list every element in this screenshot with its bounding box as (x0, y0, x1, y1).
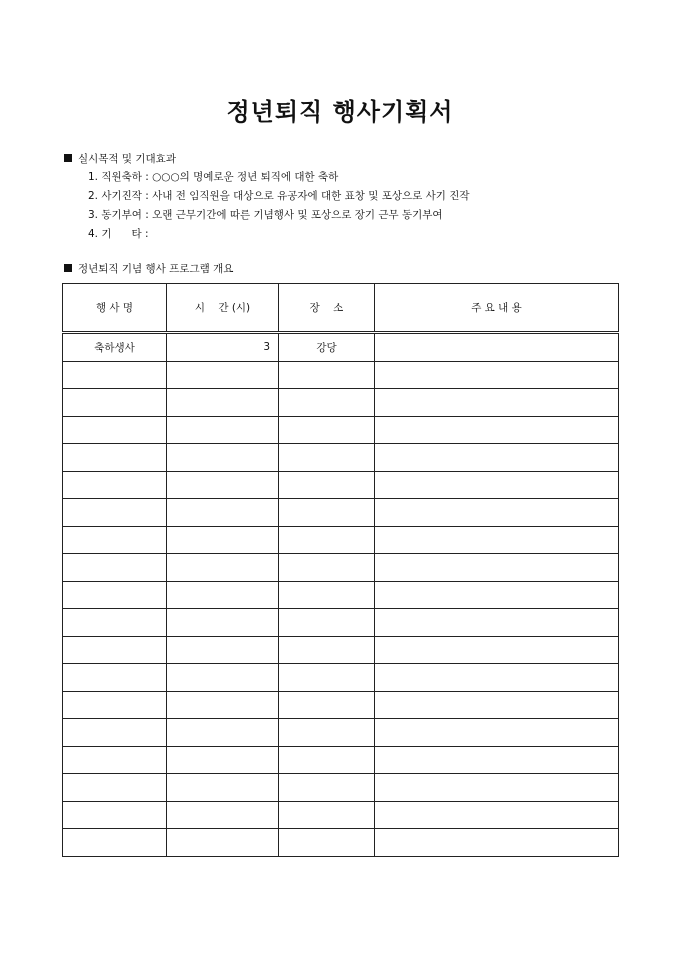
section-heading-text: 정년퇴직 기념 행사 프로그램 개요 (78, 263, 234, 275)
square-bullet-icon (64, 154, 72, 162)
table-row (63, 664, 619, 692)
cell-place[interactable] (279, 664, 375, 692)
cell-place[interactable] (279, 829, 375, 857)
cell-event-name[interactable] (63, 691, 167, 719)
cell-time[interactable] (167, 636, 279, 664)
header-place: 장 소 (279, 284, 375, 333)
cell-place[interactable] (279, 719, 375, 747)
cell-content[interactable] (375, 444, 619, 472)
cell-place[interactable] (279, 499, 375, 527)
document-title: 정년퇴직 행사기획서 (226, 98, 454, 126)
cell-place[interactable] (279, 774, 375, 802)
program-table (62, 283, 619, 857)
cell-event-name[interactable] (63, 581, 167, 609)
table-row (63, 829, 619, 857)
cell-event-name[interactable] (63, 444, 167, 472)
cell-place[interactable] (279, 636, 375, 664)
cell-place[interactable] (279, 471, 375, 499)
table-row (63, 719, 619, 747)
cell-time[interactable] (167, 554, 279, 582)
cell-place[interactable] (279, 554, 375, 582)
header-content: 주 요 내 용 (375, 284, 619, 333)
cell-place[interactable] (279, 609, 375, 637)
cell-place[interactable] (279, 526, 375, 554)
cell-event-name[interactable] (63, 361, 167, 389)
cell-time[interactable] (167, 499, 279, 527)
table-row (63, 444, 619, 472)
cell-place[interactable]: 강당 (279, 333, 375, 362)
cell-time[interactable] (167, 416, 279, 444)
section-program-heading (64, 261, 233, 276)
table-row (63, 774, 619, 802)
table-row (63, 609, 619, 637)
section-purpose-heading (64, 151, 176, 166)
table-row (63, 333, 619, 362)
cell-content[interactable] (375, 719, 619, 747)
cell-time[interactable] (167, 801, 279, 829)
header-event-name: 행 사 명 (63, 284, 167, 333)
cell-place[interactable] (279, 746, 375, 774)
cell-time[interactable] (167, 664, 279, 692)
cell-event-name[interactable] (63, 389, 167, 417)
cell-content[interactable] (375, 746, 619, 774)
cell-place[interactable] (279, 581, 375, 609)
cell-content[interactable] (375, 636, 619, 664)
cell-time[interactable]: 3 (167, 333, 279, 362)
header-time: 시 간 (시) (167, 284, 279, 333)
cell-content[interactable] (375, 554, 619, 582)
purpose-list (88, 168, 470, 244)
cell-event-name[interactable] (63, 829, 167, 857)
cell-time[interactable] (167, 526, 279, 554)
section-heading-text: 실시목적 및 기대효과 (78, 153, 176, 165)
cell-event-name[interactable] (63, 526, 167, 554)
cell-event-name[interactable] (63, 471, 167, 499)
cell-event-name[interactable] (63, 636, 167, 664)
cell-time[interactable] (167, 829, 279, 857)
purpose-item: 3. 동기부여 : 오랜 근무기간에 따른 기념행사 및 포상으로 장기 근무 동기부여 (88, 209, 443, 221)
cell-place[interactable] (279, 691, 375, 719)
table-row (63, 499, 619, 527)
table-header-row (63, 284, 619, 333)
cell-time[interactable] (167, 691, 279, 719)
table-row (63, 389, 619, 417)
cell-content[interactable] (375, 609, 619, 637)
cell-content[interactable] (375, 664, 619, 692)
cell-event-name[interactable] (63, 664, 167, 692)
cell-content[interactable] (375, 389, 619, 417)
cell-content[interactable] (375, 499, 619, 527)
cell-event-name[interactable] (63, 499, 167, 527)
cell-content[interactable] (375, 691, 619, 719)
purpose-item: 1. 직원축하 : ○○○의 명예로운 정년 퇴직에 대한 축하 (88, 171, 339, 183)
cell-place[interactable] (279, 801, 375, 829)
cell-time[interactable] (167, 746, 279, 774)
cell-content[interactable] (375, 829, 619, 857)
cell-time[interactable] (167, 774, 279, 802)
cell-time[interactable] (167, 444, 279, 472)
cell-content[interactable] (375, 361, 619, 389)
cell-content[interactable] (375, 333, 619, 362)
cell-content[interactable] (375, 774, 619, 802)
cell-time[interactable] (167, 389, 279, 417)
purpose-item: 2. 사기진작 : 사내 전 임직원을 대상으로 유공자에 대한 표창 및 포상으로 사기 진작 (88, 190, 470, 202)
cell-time[interactable] (167, 361, 279, 389)
cell-place[interactable] (279, 416, 375, 444)
cell-event-name[interactable] (63, 554, 167, 582)
table-row (63, 361, 619, 389)
cell-content[interactable] (375, 526, 619, 554)
cell-event-name[interactable] (63, 416, 167, 444)
cell-event-name[interactable] (63, 719, 167, 747)
table-row (63, 636, 619, 664)
cell-event-name[interactable] (63, 774, 167, 802)
table-row (63, 471, 619, 499)
table-row (63, 801, 619, 829)
purpose-item: 4. 기 타 : (88, 228, 149, 240)
square-bullet-icon (64, 264, 72, 272)
table-row (63, 691, 619, 719)
cell-place[interactable] (279, 361, 375, 389)
cell-place[interactable] (279, 444, 375, 472)
table-body (63, 333, 619, 857)
cell-place[interactable] (279, 389, 375, 417)
cell-time[interactable] (167, 471, 279, 499)
cell-time[interactable] (167, 719, 279, 747)
table-row (63, 554, 619, 582)
cell-content[interactable] (375, 581, 619, 609)
cell-time[interactable] (167, 609, 279, 637)
table-row (63, 581, 619, 609)
cell-event-name[interactable] (63, 801, 167, 829)
cell-event-name[interactable]: 축하생사 (63, 333, 167, 362)
cell-event-name[interactable] (63, 746, 167, 774)
table-row (63, 746, 619, 774)
cell-time[interactable] (167, 581, 279, 609)
cell-event-name[interactable] (63, 609, 167, 637)
table-row (63, 526, 619, 554)
cell-content[interactable] (375, 416, 619, 444)
cell-content[interactable] (375, 801, 619, 829)
table-row (63, 416, 619, 444)
cell-content[interactable] (375, 471, 619, 499)
